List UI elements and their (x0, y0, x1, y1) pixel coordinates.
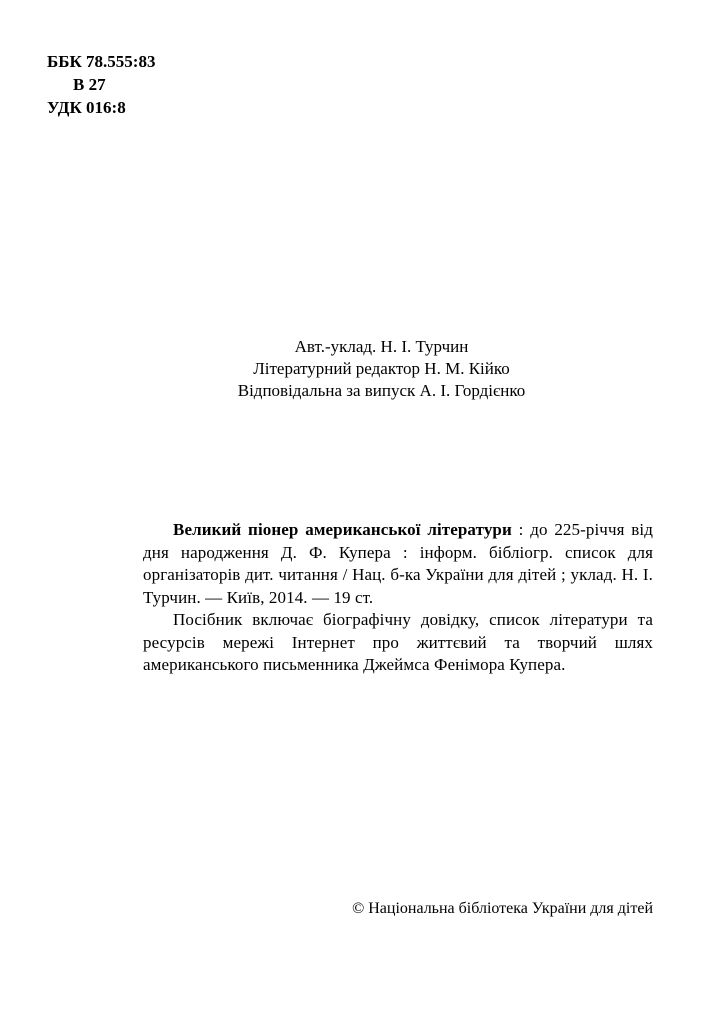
editor-credit: Літературний редактор Н. М. Кійко (253, 359, 510, 378)
book-title: Великий піонер американської літератури (173, 520, 512, 539)
credits-block (150, 336, 613, 402)
author-mark: В 27 (73, 75, 106, 94)
copyright-notice: © Національна бібліотека України для дітей (352, 900, 653, 917)
annotation-description: Посібник включає біографічну довідку, список літератури та ресурсів мережі Інтернет про життєвий та творчий шлях американського письменника Джеймса Фенімора Купера. (143, 610, 653, 674)
udk-code: УДК 016:8 (47, 98, 126, 117)
responsible-credit: Відповідальна за випуск А. І. Гордієнко (237, 381, 526, 400)
classification-codes (47, 50, 155, 119)
bibliographic-annotation (143, 519, 653, 677)
compiler-credit: Авт.-уклад. Н. І. Турчин (294, 337, 469, 356)
bibliographic-record (143, 519, 653, 609)
bbk-code: ББК 78.555:83 (47, 52, 156, 71)
bibliographic-details: : до 225-річчя від дня народження Д. Ф. Купера : інформ. бібліогр. список для організаторів дит. читання / Нац. б-ка України для дітей ; уклад. Н. І. Турчин. — Київ, 2014. — 19 ст. (143, 520, 653, 607)
